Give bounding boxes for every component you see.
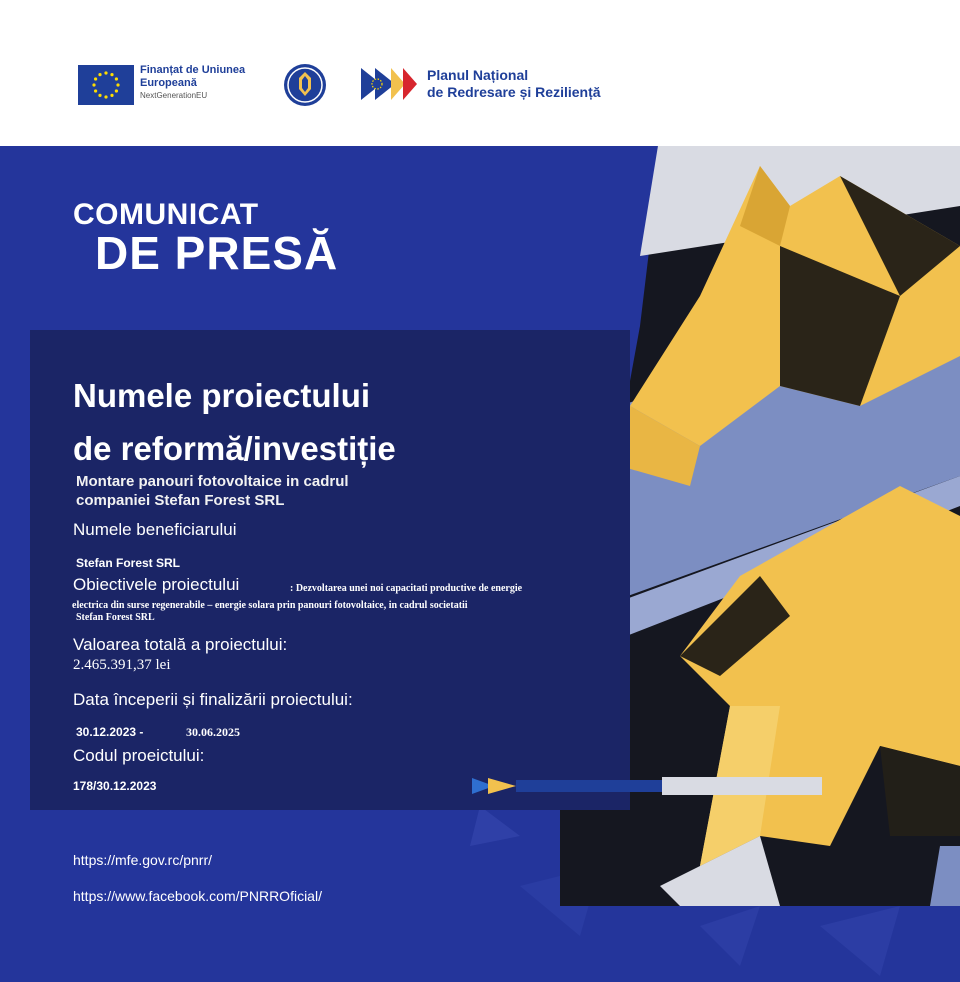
- project-code-value: 178/30.12.2023: [73, 779, 157, 793]
- project-dates-label: Data începerii și finalizării proiectului:: [73, 690, 353, 709]
- eu-funding-line2: NextGenerationEU: [140, 91, 208, 101]
- website-link[interactable]: https://mfe.gov.rc/pnrr/: [73, 852, 213, 868]
- total-value-label: Valoarea totală a proiectului:: [73, 635, 288, 654]
- project-title-line1: Numele proiectului: [73, 377, 371, 414]
- press-release-heading-line1: COMUNICAT: [73, 198, 259, 231]
- project-code-label: Codul proeictului:: [73, 746, 205, 765]
- objectives-text-line2: electrica din surse regenerabile – energie solara prin panouri fotovoltaice, in cadrul societatii: [72, 600, 468, 611]
- project-name-line1: Montare panouri fotovoltaice in cadrul: [76, 473, 349, 490]
- decorative-progress-bar: [472, 776, 824, 801]
- total-value-amount: 2.465.391,37 lei: [73, 657, 171, 673]
- beneficiary-label: Numele beneficiarului: [73, 520, 237, 539]
- objectives-text-line3: Stefan Forest SRL: [76, 612, 155, 623]
- project-title-line2: de reformă/investiție: [73, 430, 396, 467]
- project-name-line2: companiei Stefan Forest SRL: [76, 491, 285, 509]
- eu-funding-line1: Finanțat de Uniunea Europeană: [140, 64, 246, 89]
- objectives-text-line1: : Dezvoltarea unei noi capacitati productive de energie: [290, 583, 523, 594]
- beneficiary-value: Stefan Forest SRL: [76, 556, 181, 570]
- pnrr-title: [427, 67, 601, 101]
- romanian-government-seal-icon: [283, 63, 327, 107]
- eu-flag-icon: [78, 65, 134, 105]
- funding-logos-header: [0, 0, 960, 146]
- pnrr-title-line2: de Redresare și Reziliență: [427, 83, 601, 100]
- pnrr-logo-icon: [361, 66, 425, 102]
- project-name: [76, 473, 349, 511]
- project-start-date: 30.12.2023 -: [76, 725, 144, 739]
- eu-funding-text: [140, 64, 260, 100]
- press-release-heading-line2: DE PRESĂ: [95, 227, 339, 279]
- objectives-label: Obiectivele proiectului: [73, 575, 240, 594]
- facebook-link[interactable]: https://www.facebook.com/PNRROficial/: [73, 888, 322, 904]
- pnrr-title-line1: Planul Național: [427, 67, 529, 83]
- project-end-date: 30.06.2025: [186, 725, 240, 739]
